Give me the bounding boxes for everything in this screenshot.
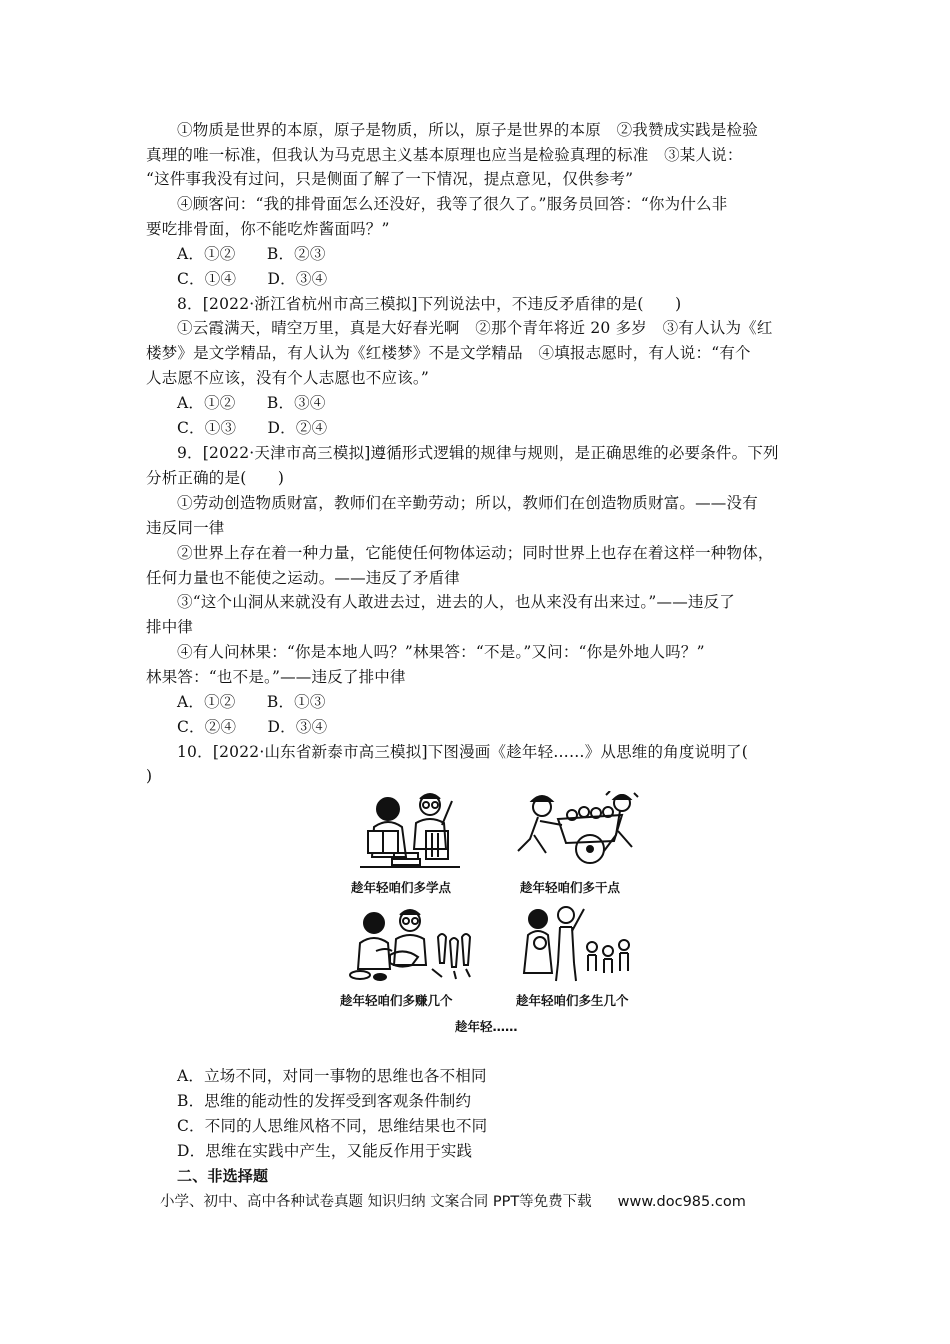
q10-title-cont: ): [146, 767, 153, 785]
q9-title-line-2: 分析正确的是( ): [146, 469, 285, 487]
q8-stem-line-1: ①云霞满天，晴空万里，真是大好春光啊 ②那个青年将近 20 多岁 ③有人认为《红: [177, 319, 773, 337]
footer-text: 小学、初中、高中各种试卷真题 知识归纳 文案合同 PPT等免费下载: [160, 1194, 592, 1210]
q7-stem-line-2: 真理的唯一标准，但我认为马克思主义基本原理也应当是检验真理的标准 ③某人说：: [146, 146, 743, 164]
q9-stem-4-line-1: ④有人问林果：“你是本地人吗？”林果答：“不是。”又问：“你是外地人吗？”: [177, 643, 705, 661]
q10-option-a: A．立场不同，对同一事物的思维也各不相同: [177, 1067, 487, 1085]
q7-stem-line-4: ④顾客问：“我的排骨面怎么还没好，我等了很久了。”服务员回答：“你为什么非: [177, 195, 728, 213]
q9-option-cd: C．②④ D．③④: [177, 718, 328, 736]
q8-option-ab: A．①② B．③④: [177, 394, 326, 412]
panel-family-drawing: [518, 905, 638, 985]
caption-family: 趁年轻咱们多生几个: [516, 993, 629, 1008]
q7-stem-line-5: 要吃排骨面，你不能吃炸酱面吗？”: [146, 220, 390, 238]
q7-stem-line-3: “这件事我没有过问，只是侧面了解了一下情况，提点意见，仅供参考”: [146, 170, 634, 188]
q8-title: 8．[2022·浙江省杭州市高三模拟]下列说法中，不违反矛盾律的是( ): [177, 295, 682, 313]
q10-title: 10．[2022·山东省新泰市高三模拟]下图漫画《趁年轻……》从思维的角度说明了(: [177, 743, 748, 761]
caption-study: 趁年轻咱们多学点: [351, 880, 452, 895]
section-heading: 二、非选择题: [177, 1167, 269, 1185]
footer-banner: [160, 1190, 746, 1211]
q9-stem-2-line-2: 任何力量也不能使之运动。——违反了矛盾律: [146, 569, 461, 587]
q10-option-b: B．思维的能动性的发挥受到客观条件制约: [177, 1092, 472, 1110]
q10-option-c: C．不同的人思维风格不同，思维结果也不同: [177, 1117, 488, 1135]
q8-stem-line-3: 人志愿不应该，没有个人志愿也不应该。”: [146, 369, 429, 387]
caption-earn: 趁年轻咱们多赚几个: [340, 993, 453, 1008]
q9-stem-3-line-2: 排中律: [146, 618, 194, 636]
q9-option-ab: A．①② B．①③: [177, 693, 326, 711]
q9-stem-1-line-2: 违反同一律: [146, 519, 225, 537]
panel-study-drawing: [350, 787, 470, 873]
caption-work: 趁年轻咱们多干点: [520, 880, 621, 895]
q7-option-cd: C．①④ D．③④: [177, 270, 328, 288]
comic-illustration: [330, 785, 660, 1040]
q9-stem-2-line-1: ②世界上存在着一种力量，它能使任何物体运动；同时世界上也存在着这样一种物体，: [177, 544, 774, 562]
footer-url[interactable]: www.doc985.com: [617, 1194, 746, 1210]
q9-stem-3-line-1: ③“这个山洞从来就没有人敢进去过，进去的人，也从来没有出来过。”——违反了: [177, 593, 736, 611]
q8-stem-line-2: 楼梦》是文学精品，有人认为《红楼梦》不是文学精品 ④填报志愿时，有人说：“有个: [146, 344, 751, 362]
comic-title: 趁年轻……: [455, 1019, 518, 1034]
panel-work-drawing: [510, 791, 645, 873]
q7-stem-line-1: ①物质是世界的本原，原子是物质，所以，原子是世界的本原 ②我赞成实践是检验: [177, 121, 758, 139]
q9-title-line-1: 9．[2022·天津市高三模拟]遵循形式逻辑的规律与规则，是正确思维的必要条件。下列: [177, 444, 779, 462]
q9-stem-4-line-2: 林果答：“也不是。”——违反了排中律: [146, 668, 406, 686]
q7-option-ab: A．①② B．②③: [177, 245, 326, 263]
q9-stem-1-line-1: ①劳动创造物质财富，教师们在辛勤劳动；所以，教师们在创造物质财富。——没有: [177, 494, 758, 512]
q10-option-d: D．思维在实践中产生，又能反作用于实践: [177, 1142, 473, 1160]
panel-earn-drawing: [346, 907, 476, 985]
q8-option-cd: C．①③ D．②④: [177, 419, 328, 437]
